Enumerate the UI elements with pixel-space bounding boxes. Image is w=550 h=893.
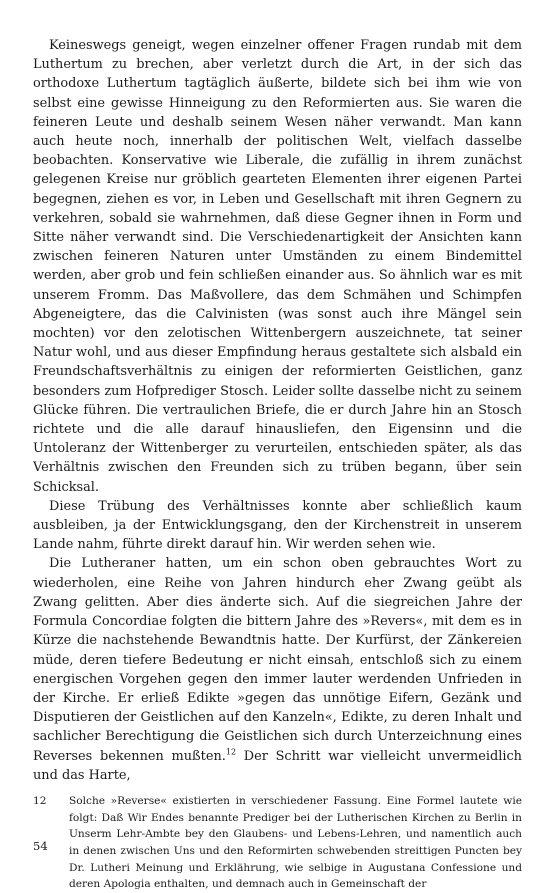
footnote-number: 12 [33, 794, 47, 807]
book-page [33, 36, 522, 893]
paragraph-3 [33, 554, 522, 784]
footnote-text: Solche »Reverse« existierten in verschiedener Fassung. Eine Formel lautete wie folgt: Daß Wir Endes benannte Prediger bei der Lutherischen Kirchen zu Berlin in Unserm Lehr-Ambte bey den Glaubens- und Lebens-Lehren, und namentlich auch in denen zwischen Uns und den Reformirten schwebenden streittigen Puncten bey Dr. Lutheri Meinung und Erklährung, wie selbige in Augustana Confessione und deren Apologia enthalten, und demnach auch in Gemeinschaft der [69, 794, 522, 891]
paragraph-2: Diese Trübung des Verhältnisses konnte aber schließlich kaum ausbleiben, ja der Entwicklungsgang, den der Kirchenstreit in unserem Lande nahm, führte direkt darauf hin. Wir werden sehen wie. [33, 498, 522, 553]
paragraph-1: Keineswegs geneigt, wegen einzelner offener Fragen rundab mit dem Luthertum zu brechen, aber verletzt durch die Art, in der sich das orthodoxe Luthertum tagtäglich äußerte, bildete sich bei ihm wie von selbst eine gewisse Hinneigung zu den Reformierten aus. Sie waren die feineren Leute und deshalb seinem Wesen näher verwandt. Man kann auch heute noch, innerhalb der politischen Welt, vielfach dasselbe beobachten. Konservative wie Liberale, die zufällig in ihrem zunächst gelegenen Kreise nur gröblich gearteten Elementen ihrer eigenen Partei begegnen, ziehen es vor, in Leben und Gesellschaft mit ihren Gegnern zu verkehren, sobald sie wahrnehmen, daß diese Gegner ihnen in Form und Sitte näher verwandt sind. Die Verschiedenartigkeit der Ansichten kann zwischen feineren Naturen unter Umständen zu einem Bindemittel werden, aber grob und fein schließen einander aus. So ähnlich war es mit unserem Fromm. Das Maßvollere, das dem Schmähen und Schimpfen Abgeneigtere, das die Calvinisten (was sonst auch ihre Mängel sein mochten) vor den zelotischen Wittenbergern auszeichnete, tat seiner Natur wohl, und aus dieser Empfindung heraus gestaltete sich alsbald ein Freundschaftsverhältnis zu einigen der reformierten Geistlichen, ganz besonders zum Hofprediger Stosch. Leider sollte dasselbe nicht zu seinem Glücke führen. Die vertraulichen Briefe, die er durch Jahre hin an Stosch richtete und die alle darauf hinausliefen, den Eigensinn und die Untoleranz der Wittenberger zu verurteilen, entschieden später, als das Verhältnis zwischen den Freunden sich zu trüben begann, über sein Schicksal. [33, 38, 522, 495]
main-text [33, 36, 522, 785]
paragraph-3-text: Die Lutheraner hatten, um ein schon oben gebrauchtes Wort zu wiederholen, eine Reihe von Jahren hindurch eher Zwang geübt als Zwang gelitten. Aber dies änderte sich. Auf die siegreichen Jahre der Formula Concordiae folgten die bittern Jahre des »Revers«, mit dem es in Kürze die nachstehende Bewandtnis hatte. Der Kurfürst, der Zänkereien müde, deren tiefere Bedeutung er nicht einsah, entschloß sich zu einem energischen Vorgehen gegen den immer lauter werdenden Unfrieden in der Kirche. Er erließ Edikte »gegen das unnötige Eifern, Gezänk und Disputieren der Geistlichen auf den Kanzeln«, Edikte, zu deren Inhalt und sachlicher Berechtigung die Geistlichen sich durch Unterzeichnung eines Reverses bekennen mußten. [33, 556, 522, 764]
footnote [33, 793, 522, 893]
paragraph-3-tail: Der Schritt war vielleicht unvermeidlich und das Harte, [33, 748, 522, 783]
page-number: 54 [33, 839, 48, 853]
footnote-reference[interactable]: 12 [225, 747, 237, 757]
